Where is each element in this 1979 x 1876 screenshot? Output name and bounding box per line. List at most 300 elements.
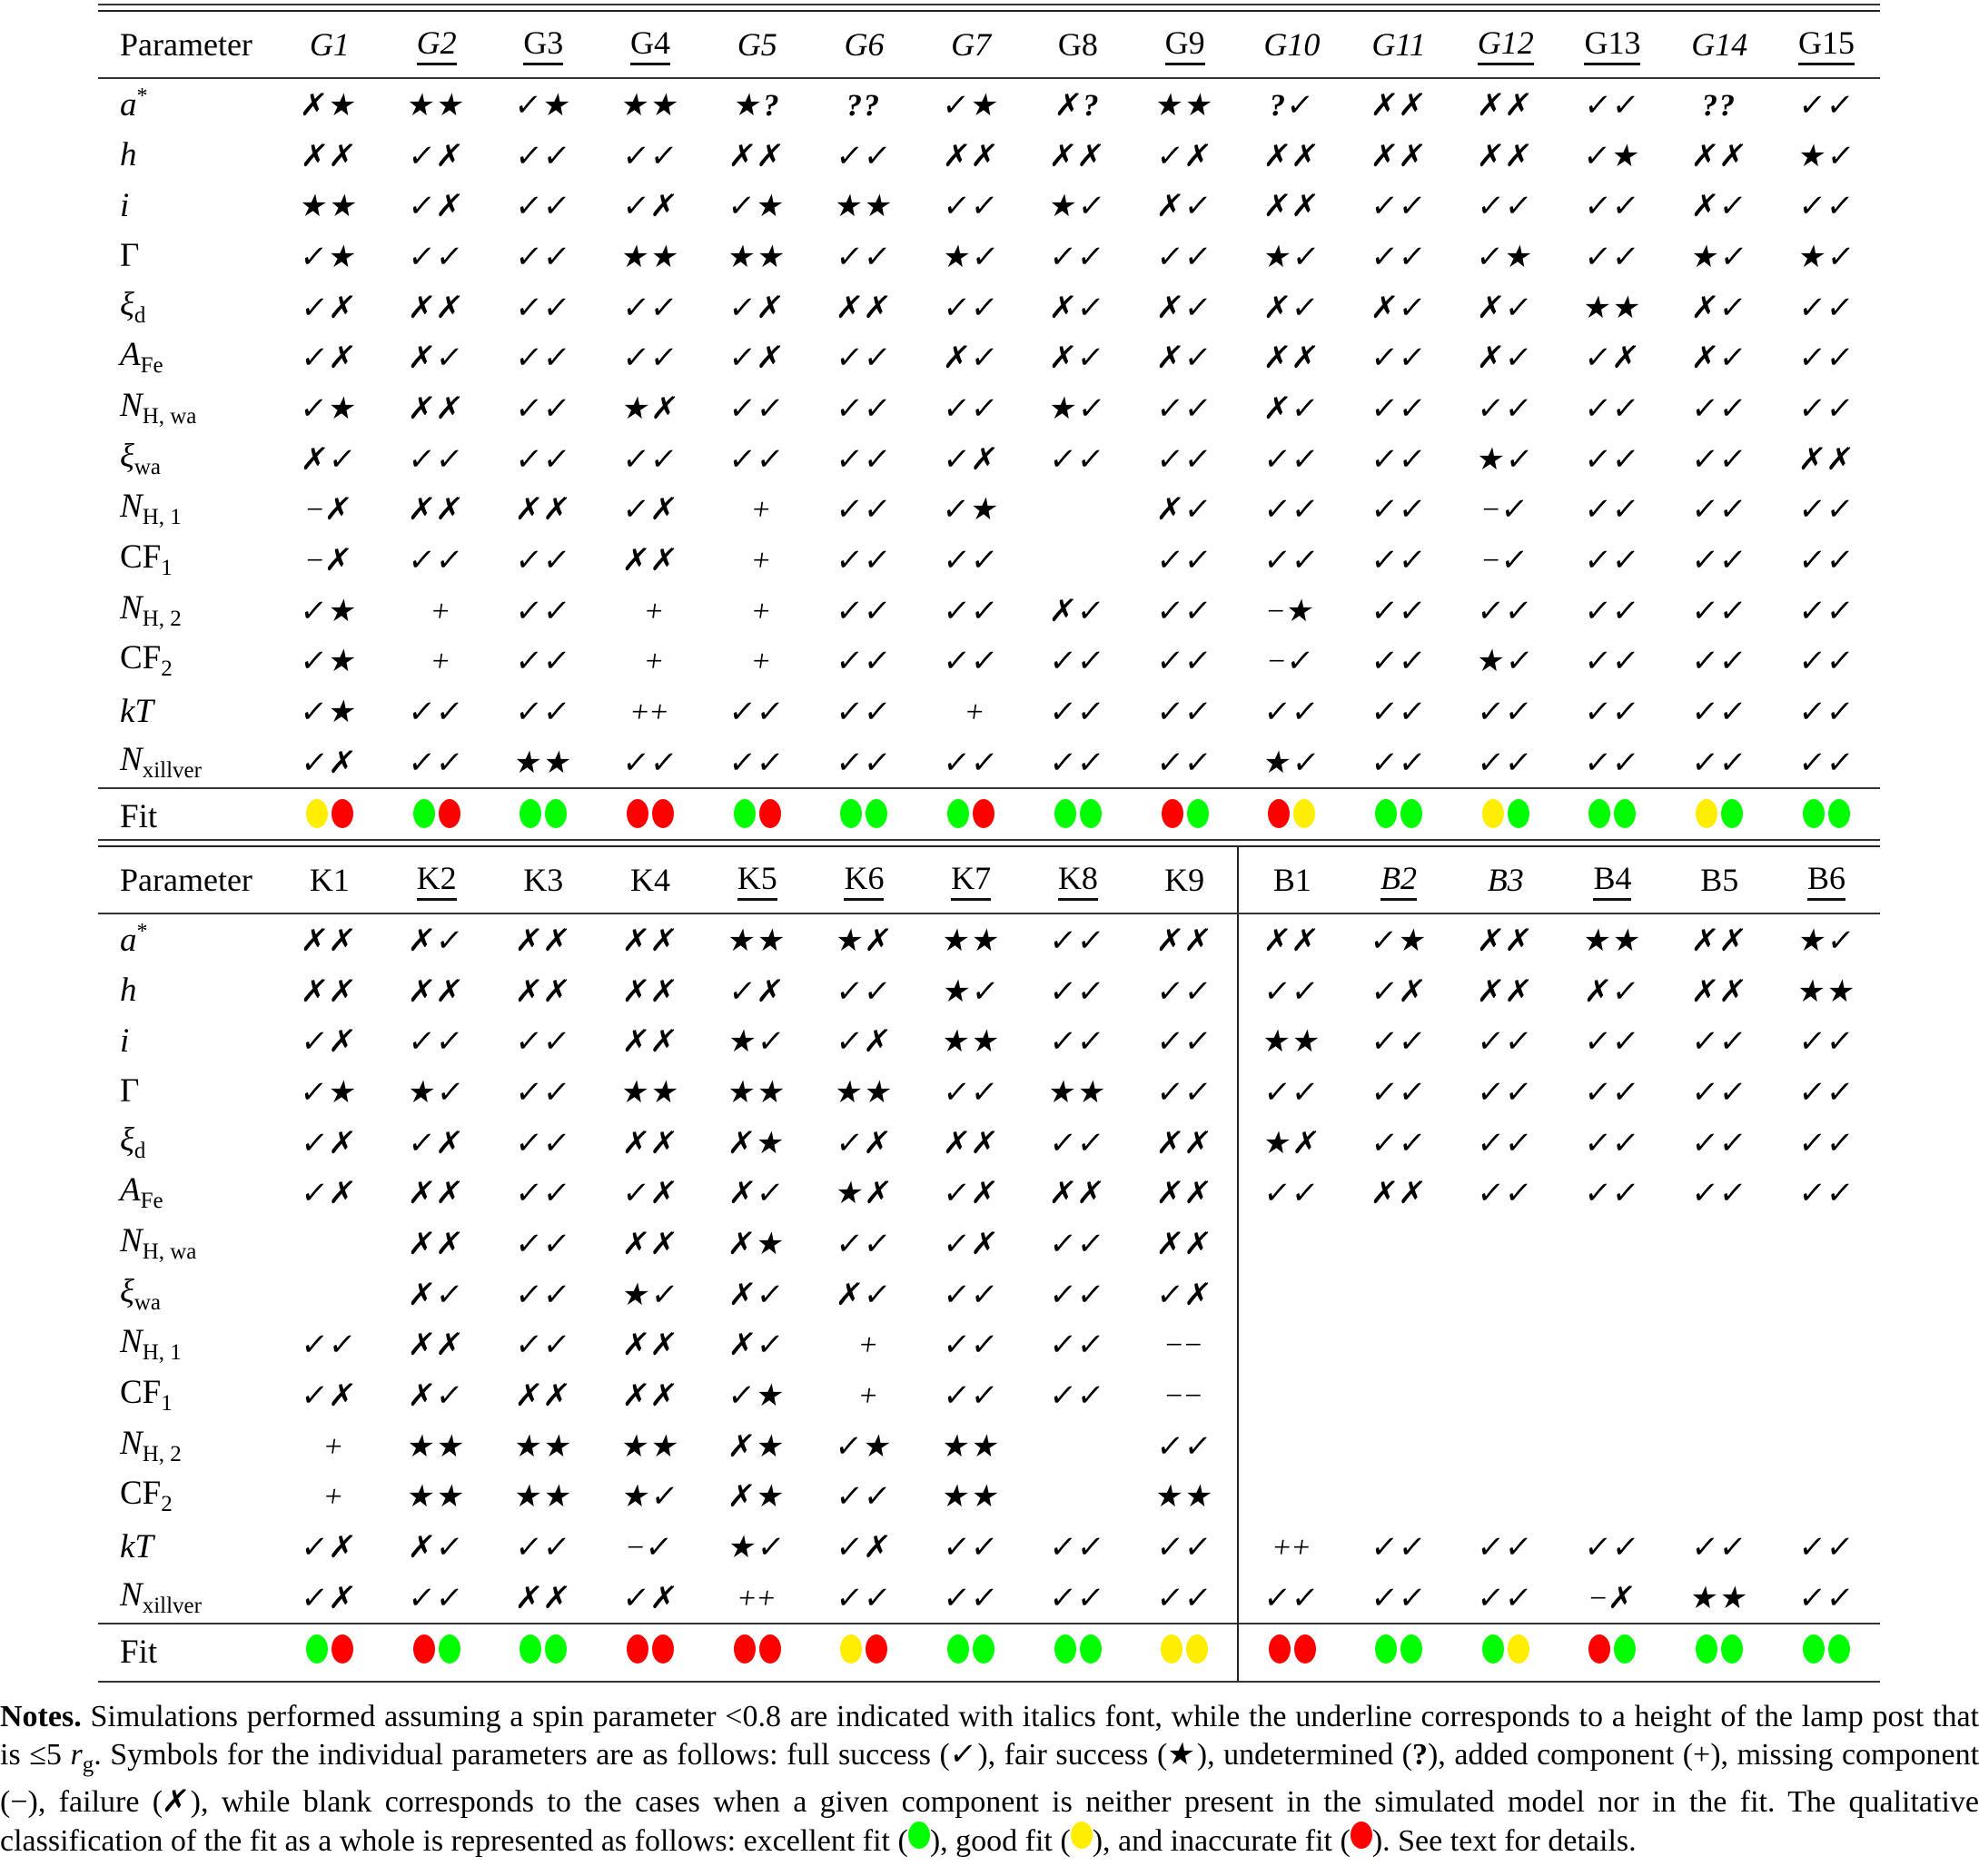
result-symbols: ✓✓ — [1047, 643, 1109, 680]
result-cell — [1666, 1218, 1773, 1269]
result-cell — [383, 585, 490, 636]
result-symbols: ✓✓ — [406, 440, 467, 478]
result-symbols: ✗✗ — [1368, 137, 1430, 174]
result-symbols: ✓✓ — [1475, 592, 1537, 629]
fit-row — [98, 788, 1880, 845]
result-symbols: ✓✓ — [1047, 694, 1109, 731]
fit-indicator — [1482, 799, 1529, 828]
result-cell — [597, 1420, 704, 1471]
result-cell — [704, 636, 811, 686]
result-cell — [597, 1218, 704, 1269]
result-cell — [704, 1015, 811, 1066]
result-cell — [276, 1015, 383, 1066]
green-dot-icon — [908, 1822, 930, 1849]
result-cell — [1024, 1066, 1132, 1117]
column-label: G13 — [1584, 26, 1640, 65]
result-symbols: ✓✓ — [1688, 592, 1750, 629]
result-cell — [597, 180, 704, 231]
result-symbols: ✗✓ — [1688, 289, 1750, 326]
table-row — [98, 1369, 1880, 1420]
result-cell — [1666, 281, 1773, 332]
result-symbols: ✓✓ — [834, 491, 895, 528]
result-cell — [704, 534, 811, 585]
result-cell — [1559, 433, 1667, 484]
result-cell — [1452, 965, 1559, 1016]
result-cell — [1773, 1269, 1880, 1319]
result-cell — [490, 1218, 597, 1269]
result-cell — [383, 1369, 490, 1420]
result-symbols: ✓✗ — [619, 188, 681, 225]
result-symbols: ✗✗ — [406, 1327, 467, 1364]
result-cell — [490, 1015, 597, 1066]
result-symbols: ✗✓ — [406, 340, 467, 377]
result-symbols: ✗✗ — [1475, 922, 1537, 959]
result-cell — [1773, 231, 1880, 281]
fit-indicator — [734, 1634, 781, 1664]
result-cell — [1666, 382, 1773, 433]
result-symbols: ✗✗ — [1688, 922, 1750, 959]
result-symbols: ✓★ — [298, 1073, 361, 1111]
result-symbols: ✓✓ — [1047, 973, 1109, 1010]
result-cell — [1024, 281, 1132, 332]
result-symbols: + — [964, 696, 988, 730]
green-dot-icon — [545, 1634, 567, 1664]
result-cell — [1024, 484, 1132, 535]
result-cell — [276, 78, 383, 130]
result-symbols: ✓✓ — [1153, 1529, 1215, 1566]
result-symbols: ✓✓ — [512, 340, 574, 377]
result-symbols: ✓✓ — [406, 694, 467, 731]
fit-indicator — [1696, 799, 1743, 828]
result-cell — [490, 1319, 597, 1370]
result-symbols: ✓✓ — [1047, 238, 1109, 275]
result-cell — [383, 736, 490, 788]
result-symbols: ✓✓ — [1262, 694, 1322, 731]
result-symbols: ✓✓ — [1796, 390, 1857, 427]
result-symbols: ★✓ — [1261, 744, 1323, 781]
result-cell — [704, 736, 811, 788]
table-row — [98, 636, 1880, 686]
result-symbols: ✓✓ — [1368, 592, 1430, 629]
result-cell — [811, 1369, 918, 1420]
result-cell — [597, 281, 704, 332]
parameter-subscript: H, 2 — [142, 1441, 182, 1466]
result-symbols: ✗★ — [726, 1225, 789, 1262]
result-cell — [704, 686, 811, 736]
result-cell — [1132, 913, 1239, 965]
result-cell — [1238, 231, 1345, 281]
result-symbols: ✓✓ — [1262, 542, 1322, 579]
result-cell — [1773, 1521, 1880, 1572]
result-symbols: ✗✓ — [727, 1276, 788, 1313]
result-symbols: ✗✗ — [619, 1377, 681, 1415]
result-cell — [383, 1319, 490, 1370]
result-cell — [1345, 1420, 1452, 1471]
table-row — [98, 180, 1880, 231]
parameter-subscript: H, 1 — [142, 505, 182, 530]
result-symbols: ★★ — [511, 744, 576, 781]
result-cell — [1345, 1269, 1452, 1319]
result-symbols: ✓✓ — [1688, 491, 1750, 528]
result-symbols: ✗✗ — [834, 289, 895, 326]
result-cell — [1345, 1066, 1452, 1117]
result-cell — [1666, 1471, 1773, 1522]
result-cell — [490, 281, 597, 332]
result-cell — [1773, 913, 1880, 965]
result-cell — [704, 382, 811, 433]
fit-cell — [1132, 1624, 1239, 1681]
result-cell — [490, 1167, 597, 1218]
table-row — [98, 78, 1880, 130]
parameter-subscript: H, 1 — [142, 1340, 182, 1366]
result-symbols: −✓ — [624, 1529, 677, 1566]
result-cell — [1345, 231, 1452, 281]
result-symbols: ✓✓ — [1368, 390, 1430, 427]
result-cell — [383, 1521, 490, 1572]
green-dot-icon — [1721, 799, 1743, 828]
result-symbols: ✓✓ — [1154, 744, 1215, 781]
table-row — [98, 686, 1880, 736]
result-cell — [1452, 1471, 1559, 1522]
table-row — [98, 534, 1880, 585]
table-row — [98, 331, 1880, 382]
result-cell — [276, 913, 383, 965]
result-cell — [1132, 1117, 1239, 1168]
result-symbols: ✗★ — [726, 1124, 789, 1161]
result-symbols: ✓✗ — [299, 1023, 361, 1061]
fit-cell — [1773, 1624, 1880, 1681]
result-symbols: ✓★ — [1474, 238, 1538, 275]
fit-indicator — [627, 799, 674, 828]
column-header-g9 — [1132, 12, 1239, 78]
column-label: G6 — [844, 25, 885, 63]
green-dot-icon — [1803, 799, 1825, 828]
result-symbols: ✓✓ — [727, 390, 788, 427]
result-symbols: ✓✓ — [1582, 643, 1643, 680]
result-cell — [811, 1167, 918, 1218]
result-cell — [1666, 1369, 1773, 1420]
result-symbols: ✓✓ — [834, 1579, 895, 1616]
red-dot-icon — [866, 1634, 887, 1664]
result-symbols: ✗✗ — [619, 1327, 681, 1364]
result-symbols: ✓★ — [726, 1377, 789, 1415]
result-cell — [1666, 130, 1773, 181]
result-symbols: ✓✓ — [1368, 1579, 1430, 1616]
result-cell — [811, 913, 918, 965]
fit-cell — [704, 1624, 811, 1681]
result-symbols: ★✓ — [1474, 440, 1538, 478]
notes-text: ). See text for details. — [1371, 1823, 1637, 1858]
result-symbols: ★✗ — [833, 1175, 895, 1212]
result-cell — [704, 484, 811, 535]
result-cell — [490, 686, 597, 736]
parameter-superscript: * — [136, 919, 148, 943]
fit-indicator — [734, 799, 781, 828]
parameter-symbol: ξ — [120, 285, 134, 323]
parameter-label — [98, 913, 276, 965]
result-cell — [1024, 736, 1132, 788]
column-header-b5 — [1666, 847, 1773, 913]
result-symbols: ✓✓ — [1154, 440, 1215, 478]
result-symbols: ✗✓ — [1154, 340, 1215, 377]
column-label: K8 — [1058, 862, 1098, 901]
result-cell — [1345, 180, 1452, 231]
yellow-dot-icon — [1161, 1634, 1182, 1664]
result-symbols: ✓✓ — [1475, 694, 1537, 731]
fit-indicator — [840, 799, 887, 828]
green-dot-icon — [1080, 799, 1102, 828]
parameter-label — [98, 1066, 276, 1117]
result-symbols: ★★ — [297, 188, 362, 225]
result-cell — [1559, 1319, 1667, 1370]
result-cell — [1666, 913, 1773, 965]
column-header-k3 — [490, 847, 597, 913]
result-symbols: ✓✗ — [299, 340, 361, 377]
result-cell — [1452, 1369, 1559, 1420]
result-symbols: ✓✓ — [1368, 1529, 1430, 1566]
result-symbols: ✗✓ — [1582, 973, 1643, 1010]
result-cell — [1773, 331, 1880, 382]
result-symbols: ✓✓ — [1368, 340, 1430, 377]
result-cell — [490, 331, 597, 382]
result-cell — [383, 686, 490, 736]
middle-double-rule — [98, 839, 1880, 847]
result-symbols: ✓✓ — [512, 1276, 574, 1313]
column-label: K9 — [1164, 861, 1205, 898]
result-cell — [1666, 1066, 1773, 1117]
column-label: B6 — [1807, 862, 1845, 901]
result-cell — [811, 433, 918, 484]
result-symbols: ✓✓ — [940, 592, 1002, 629]
green-dot-icon — [1375, 799, 1397, 828]
result-cell — [1024, 78, 1132, 130]
result-cell — [1559, 636, 1667, 686]
result-cell — [917, 382, 1024, 433]
result-cell — [1238, 281, 1345, 332]
result-cell — [1559, 1218, 1667, 1269]
result-cell — [1773, 1218, 1880, 1269]
result-cell — [1132, 686, 1239, 736]
result-cell — [597, 585, 704, 636]
parameter-header: Parameter — [98, 12, 276, 78]
result-symbols: ✗✗ — [1262, 137, 1322, 174]
result-cell — [1666, 534, 1773, 585]
result-symbols: ✓✓ — [512, 390, 574, 427]
result-symbols: ✓✓ — [1368, 744, 1430, 781]
fit-indicator — [413, 799, 460, 828]
green-dot-icon — [1508, 799, 1529, 828]
result-symbols: ✓✓ — [1475, 1175, 1537, 1212]
result-symbols: ✓✓ — [619, 289, 681, 326]
result-cell — [1666, 1420, 1773, 1471]
result-cell — [811, 281, 918, 332]
results-table-g — [98, 4, 1880, 845]
result-cell — [1132, 1319, 1239, 1370]
result-symbols: ✓✓ — [1688, 440, 1750, 478]
result-cell — [704, 1269, 811, 1319]
result-cell — [597, 1521, 704, 1572]
result-cell — [597, 686, 704, 736]
result-cell — [1666, 636, 1773, 686]
result-cell — [1024, 1420, 1132, 1471]
parameter-label — [98, 965, 276, 1016]
result-symbols: ✓★ — [298, 238, 361, 275]
result-symbols: ★★ — [618, 1073, 683, 1111]
result-symbols: ✗✓ — [727, 1175, 788, 1212]
fit-cell — [1559, 1624, 1667, 1681]
result-symbols: ✓★ — [833, 1427, 895, 1465]
result-cell — [597, 736, 704, 788]
result-symbols: ✓✓ — [1582, 238, 1643, 275]
result-cell — [1452, 130, 1559, 181]
parameter-symbol: Γ — [120, 1072, 140, 1111]
result-cell — [1238, 534, 1345, 585]
result-cell — [917, 1015, 1024, 1066]
result-symbols: ✓✗ — [299, 1579, 361, 1616]
column-header-g10 — [1238, 12, 1345, 78]
result-symbols: ✓✗ — [299, 1529, 361, 1566]
result-cell — [1132, 180, 1239, 231]
result-cell — [1238, 1015, 1345, 1066]
result-cell — [1238, 1167, 1345, 1218]
result-cell — [1345, 78, 1452, 130]
parameter-header: Parameter — [98, 847, 276, 913]
red-dot-icon — [1588, 1634, 1610, 1664]
fit-indicator — [1482, 1634, 1529, 1664]
result-cell — [1024, 1117, 1132, 1168]
result-symbols: ✗✗ — [406, 1225, 467, 1262]
result-cell — [917, 1167, 1024, 1218]
result-cell — [1238, 433, 1345, 484]
result-cell — [917, 1066, 1024, 1117]
result-symbols: ✓✓ — [1262, 491, 1322, 528]
result-cell — [1132, 1167, 1239, 1218]
result-symbols: −✓ — [1265, 643, 1318, 680]
green-dot-icon — [840, 799, 862, 828]
parameter-subscript: d — [134, 1138, 146, 1163]
parameter-symbol: h — [120, 972, 137, 1010]
result-cell — [1345, 130, 1452, 181]
result-cell — [811, 180, 918, 231]
result-cell — [1132, 130, 1239, 181]
result-symbols: ✓✓ — [1154, 592, 1215, 629]
result-cell — [383, 382, 490, 433]
result-symbols: ✓✓ — [1688, 1073, 1750, 1111]
result-symbols: ✓★ — [298, 643, 361, 680]
result-symbols: ✓✓ — [1153, 973, 1215, 1010]
notes-text: ), undetermined ( — [1196, 1737, 1412, 1772]
column-header-b1 — [1238, 847, 1345, 913]
result-symbols: ✓✓ — [1368, 542, 1430, 579]
result-cell — [917, 534, 1024, 585]
result-symbols: ✗✗ — [1688, 137, 1750, 174]
parameter-label — [98, 1420, 276, 1471]
parameter-label — [98, 433, 276, 484]
result-symbols: ✓✓ — [1582, 694, 1643, 731]
green-dot-icon — [1614, 799, 1636, 828]
result-symbols: ★✓ — [618, 1478, 682, 1516]
result-cell — [917, 1319, 1024, 1370]
result-symbols: ✓✓ — [1368, 1023, 1430, 1061]
result-symbols: ★★ — [511, 1478, 576, 1516]
result-cell — [1559, 736, 1667, 788]
result-symbols: + — [429, 594, 453, 628]
result-cell — [1132, 433, 1239, 484]
result-cell — [1345, 585, 1452, 636]
fit-cell — [1452, 788, 1559, 845]
result-symbols: ✓✓ — [1582, 1124, 1643, 1161]
green-dot-icon — [866, 799, 887, 828]
parameter-subscript: H, wa — [142, 403, 197, 429]
result-cell — [1559, 1471, 1667, 1522]
check-icon: ✓ — [947, 1735, 981, 1772]
result-symbols: ✓✓ — [512, 289, 574, 326]
result-symbols: −★ — [1264, 592, 1319, 629]
result-symbols: ✗✓ — [834, 1276, 895, 1313]
result-symbols: ✓✓ — [1796, 491, 1857, 528]
result-symbols: ✗✗ — [619, 1124, 681, 1161]
result-symbols: ✗✗ — [1368, 1175, 1430, 1212]
result-cell — [811, 1521, 918, 1572]
result-cell — [1238, 686, 1345, 736]
result-symbols: ✗✗ — [299, 137, 361, 174]
result-symbols: + — [322, 1429, 347, 1464]
result-cell — [1559, 1420, 1667, 1471]
column-header-b2 — [1345, 847, 1452, 913]
result-symbols: ✓✓ — [406, 1023, 467, 1061]
result-cell — [1559, 180, 1667, 231]
green-dot-icon — [734, 799, 756, 828]
result-symbols: ★✗ — [1261, 1124, 1324, 1161]
result-symbols: ★★ — [832, 1073, 896, 1111]
fit-cell — [1024, 1624, 1132, 1681]
result-cell — [383, 1420, 490, 1471]
result-cell — [917, 913, 1024, 965]
result-cell — [704, 1369, 811, 1420]
result-symbols: ✗✓ — [1047, 340, 1109, 377]
result-symbols: ?? — [844, 88, 884, 123]
result-symbols: ✓✓ — [1582, 86, 1643, 123]
result-symbols: + — [856, 1328, 881, 1363]
column-label: G4 — [630, 26, 670, 65]
result-symbols: −✗ — [1586, 1579, 1639, 1616]
result-symbols: ★✓ — [1795, 238, 1858, 275]
result-symbols: ✓★ — [298, 694, 361, 731]
result-cell — [597, 382, 704, 433]
result-cell — [1345, 736, 1452, 788]
result-symbols: ✓✓ — [940, 1579, 1002, 1616]
fit-cell — [1345, 1624, 1452, 1681]
result-symbols: ✗✓ — [1688, 188, 1750, 225]
result-symbols: ✗✗ — [619, 973, 681, 1010]
result-cell — [1024, 1369, 1132, 1420]
result-symbols: ++ — [735, 1581, 779, 1615]
table-row — [98, 1471, 1880, 1522]
result-cell — [276, 281, 383, 332]
column-label: K3 — [523, 861, 564, 898]
result-symbols: ++ — [1270, 1531, 1314, 1565]
result-cell — [917, 180, 1024, 231]
result-cell — [490, 484, 597, 535]
result-symbols: ✓★ — [298, 592, 361, 629]
table-row — [98, 231, 1880, 281]
result-symbols: ✓✓ — [512, 1023, 574, 1061]
parameter-symbol: N — [120, 588, 143, 627]
result-cell — [811, 1117, 918, 1168]
fit-row — [98, 1624, 1880, 1681]
fit-indicator — [1696, 1634, 1743, 1664]
result-symbols: ✓✓ — [1047, 1579, 1109, 1616]
